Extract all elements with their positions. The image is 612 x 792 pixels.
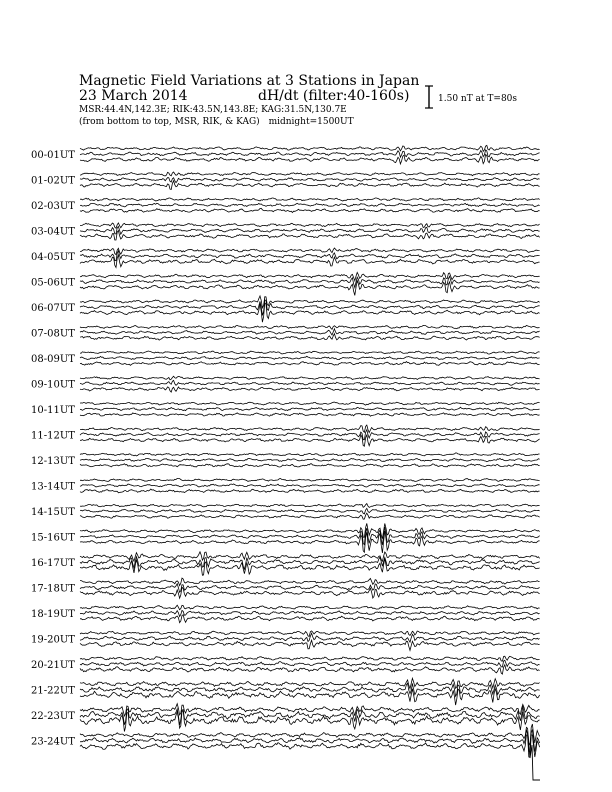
trace-KAG <box>80 172 540 176</box>
hour-row-16-17UT <box>31 552 540 575</box>
trace-MSR <box>80 255 540 268</box>
trace-RIK <box>80 683 540 696</box>
trace-MSR <box>80 154 540 164</box>
hour-label: 02-03UT <box>31 201 75 212</box>
trace-KAG <box>80 325 540 329</box>
trace-KAG <box>80 678 540 689</box>
trace-RIK <box>80 430 540 440</box>
hour-label: 09-10UT <box>31 379 75 391</box>
trace-MSR <box>80 615 540 623</box>
hour-row-22-23UT <box>31 704 540 732</box>
trace-KAG <box>80 453 540 456</box>
hour-label: 22-23UT <box>31 711 75 722</box>
chart-title: Magnetic Field Variations at 3 Stations in Japan <box>79 73 420 89</box>
trace-KAG <box>80 631 540 637</box>
hour-row-13-14UT <box>31 478 540 492</box>
trace-RIK <box>80 251 540 261</box>
order-note: (from bottom to top, MSR, RIK, & KAG) <box>79 117 260 127</box>
hour-label: 11-12UT <box>31 430 75 442</box>
trace-RIK <box>80 150 540 157</box>
trace-MSR <box>80 587 540 598</box>
trace-KAG <box>80 351 540 354</box>
trace-MSR <box>80 489 540 493</box>
trace-MSR <box>80 387 540 392</box>
scale-label: 1.50 nT at T=80s <box>438 94 518 104</box>
hour-row-09-10UT <box>31 376 540 392</box>
hour-label: 01-02UT <box>31 175 75 187</box>
hour-label: 19-20UT <box>31 634 75 646</box>
date-text: 23 March 2014 <box>79 88 188 104</box>
hour-row-01-02UT <box>31 172 540 190</box>
trace-MSR <box>80 413 540 416</box>
trace-KAG <box>80 272 540 280</box>
trace-RIK <box>80 226 540 234</box>
trace-MSR <box>80 208 540 212</box>
hour-row-12-13UT <box>31 453 540 467</box>
trace-MSR <box>80 640 540 650</box>
trace-RIK <box>80 584 540 593</box>
hour-label: 17-18UT <box>31 583 75 595</box>
trace-KAG <box>80 523 540 538</box>
hour-label: 10-11UT <box>31 405 75 416</box>
trace-KAG <box>80 145 540 151</box>
trace-RIK <box>80 407 540 410</box>
hour-row-06-07UT <box>31 296 540 322</box>
hour-row-19-20UT <box>31 631 540 651</box>
trace-RIK <box>80 730 540 752</box>
trace-RIK <box>80 484 540 487</box>
hour-row-21-22UT <box>31 678 540 705</box>
hour-label: 20-21UT <box>31 660 75 671</box>
trace-KAG <box>80 478 540 481</box>
trace-MSR <box>80 435 540 447</box>
hour-row-02-03UT <box>31 198 540 213</box>
hour-label: 03-04UT <box>31 226 75 238</box>
trace-RIK <box>80 380 540 385</box>
trace-KAG <box>80 504 540 508</box>
trace-KAG <box>80 425 540 433</box>
trace-MSR <box>80 334 540 341</box>
hour-row-14-15UT <box>31 504 540 520</box>
trace-MSR <box>80 735 540 757</box>
trace-RIK <box>80 660 540 667</box>
hour-row-17-18UT <box>31 578 540 598</box>
trace-MSR <box>80 181 540 190</box>
hour-label: 14-15UT <box>31 507 75 518</box>
station-coordinates: MSR:44.4N,142.3E; RIK:43.5N,143.8E; KAG:31.5N,130.7E <box>79 105 347 115</box>
trace-RIK <box>80 276 540 287</box>
midnight-note: midnight=1500UT <box>268 117 354 127</box>
quantity-text: dH/dt (filter:40-160s) <box>258 88 410 104</box>
trace-MSR <box>80 665 540 674</box>
trace-RIK <box>80 610 540 616</box>
hour-label: 16-17UT <box>31 558 75 569</box>
trace-KAG <box>80 605 540 610</box>
trace-MSR <box>80 362 540 366</box>
trace-KAG <box>80 223 540 228</box>
hour-label: 23-24UT <box>31 736 75 748</box>
hour-row-11-12UT <box>31 425 540 446</box>
hour-row-07-08UT <box>31 325 540 340</box>
trace-MSR <box>80 531 540 553</box>
hour-row-00-01UT <box>31 145 540 164</box>
hour-row-10-11UT <box>31 402 540 416</box>
hour-row-04-05UT <box>31 248 540 268</box>
hour-row-15-16UT <box>31 523 540 553</box>
trace-KAG <box>80 376 540 380</box>
hour-label: 00-01UT <box>31 150 75 161</box>
hour-label: 12-13UT <box>31 456 75 467</box>
trace-RIK <box>80 329 540 335</box>
hour-label: 06-07UT <box>31 303 75 314</box>
hour-label: 05-06UT <box>31 277 75 289</box>
trace-KAG <box>80 552 540 562</box>
hour-row-18-19UT <box>31 605 540 623</box>
trace-RIK <box>80 203 540 207</box>
trace-MSR <box>80 689 540 706</box>
trace-RIK <box>80 458 540 461</box>
hour-row-20-21UT <box>31 656 540 674</box>
hour-row-08-09UT <box>31 351 540 365</box>
hour-label: 08-09UT <box>31 354 75 365</box>
hour-label: 07-08UT <box>31 328 75 340</box>
trace-KAG <box>80 248 540 255</box>
hour-row-23-24UT <box>31 724 540 757</box>
trace-RIK <box>80 508 540 514</box>
hour-row-03-04UT <box>31 223 540 240</box>
trace-RIK <box>80 356 540 359</box>
trace-RIK <box>80 178 540 183</box>
trace-MSR <box>80 513 540 519</box>
hour-label: 21-22UT <box>31 685 75 697</box>
hour-label: 18-19UT <box>31 609 75 620</box>
hour-row-05-06UT <box>31 272 540 295</box>
trace-KAG <box>80 656 540 661</box>
trace-MSR <box>80 281 540 296</box>
trace-KAG <box>80 578 540 586</box>
trace-MSR <box>80 464 540 467</box>
hour-label: 04-05UT <box>31 252 75 263</box>
final-spike-trace <box>528 735 540 780</box>
trace-KAG <box>80 198 540 201</box>
hour-label: 13-14UT <box>31 481 75 493</box>
trace-KAG <box>80 402 540 405</box>
hour-label: 15-16UT <box>31 532 75 544</box>
